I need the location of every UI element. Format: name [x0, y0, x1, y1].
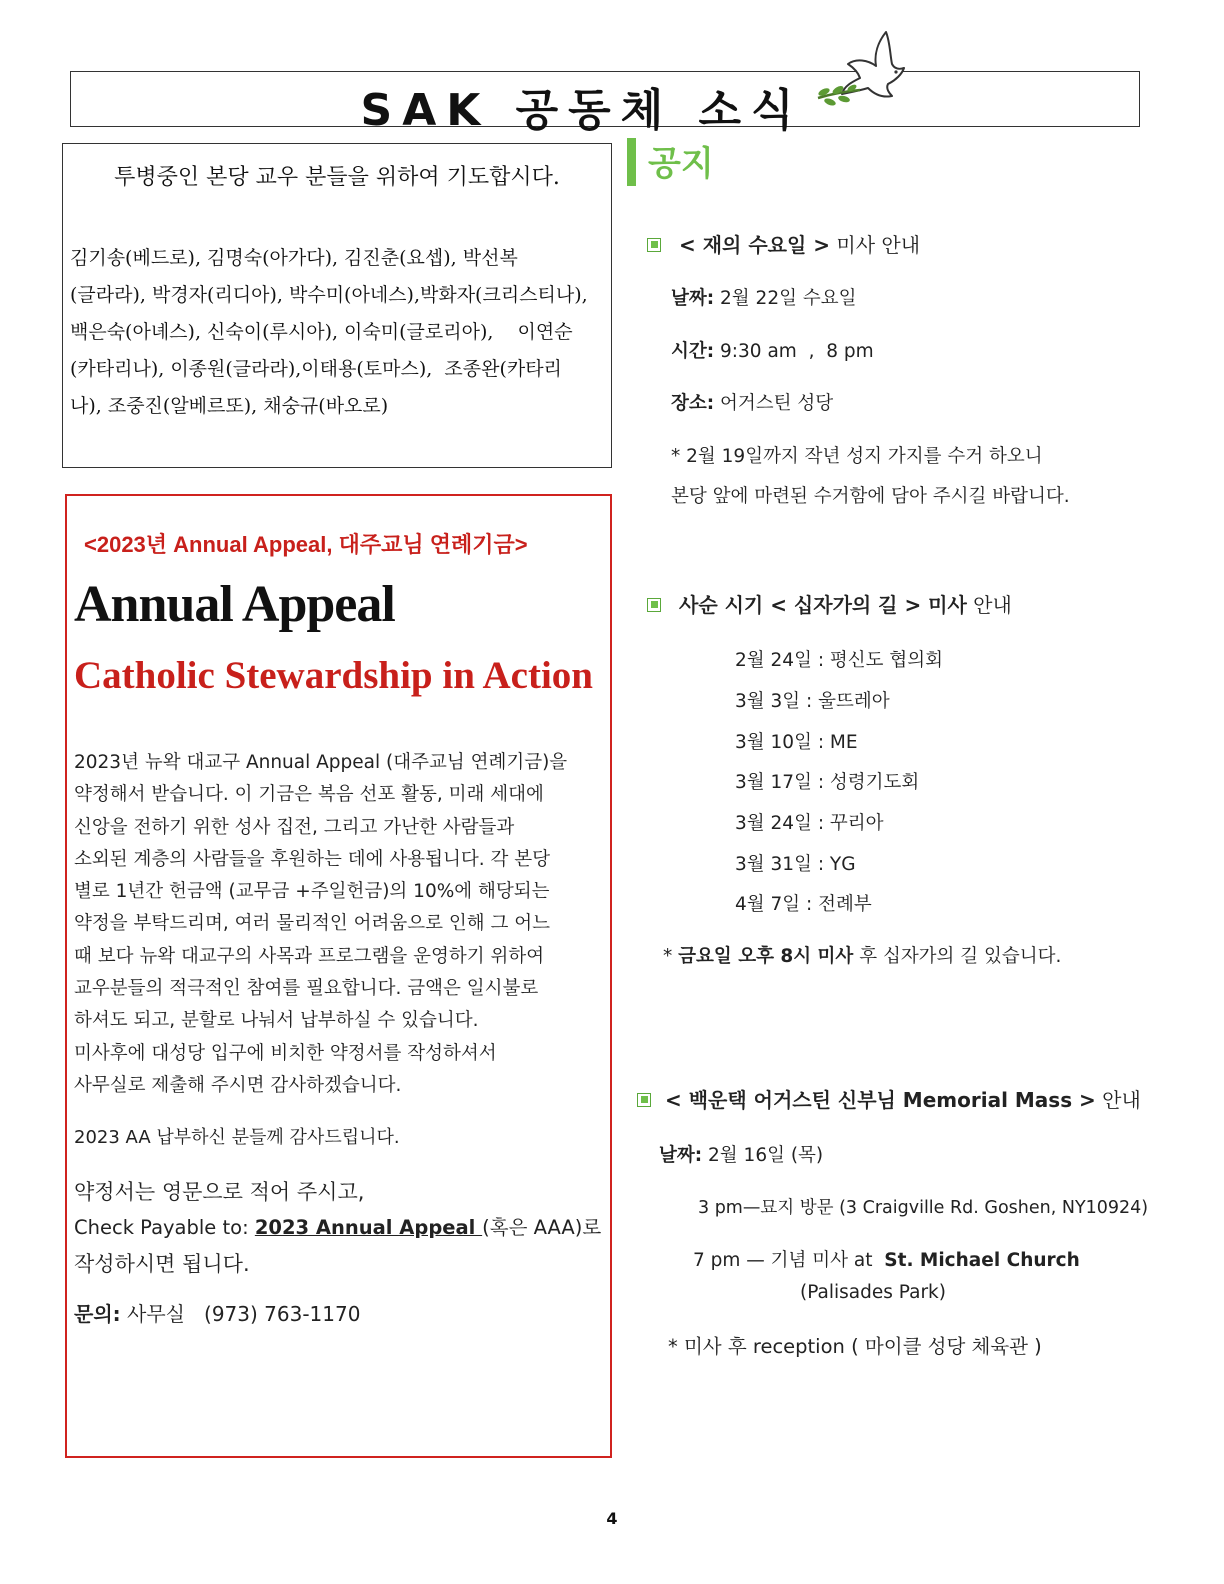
ash-wednesday-heading: [647, 229, 920, 258]
value: 어거스틴 성당: [714, 393, 834, 414]
prayer-line: (글라라), 박경자(리디아), 박수미(아네스),박화자(크리스티나),: [70, 284, 588, 306]
annual-appeal-body: [74, 747, 604, 1102]
ash-wednesday-date: [671, 284, 856, 310]
annual-appeal-logo-title: Annual Appeal: [74, 576, 395, 633]
annual-appeal-contact: [74, 1298, 360, 1327]
prayer-line: (카타리나), 이종원(글라라),이태용(토마스), 조종완(카타리: [70, 358, 562, 380]
square-bullet-icon: [647, 238, 661, 252]
body-line: 하셔도 되고, 분할로 나눠서 납부하실 수 있습니다.: [74, 1010, 479, 1032]
body-line: 약정해서 받습니다. 이 기금은 복음 선포 활동, 미래 세대에: [74, 784, 544, 806]
stations-item: 2월 24일 : 평신도 협의회: [735, 650, 944, 671]
notice-title: 공지: [648, 144, 714, 184]
memorial-mass: [693, 1246, 1080, 1272]
stations-note: [663, 942, 1061, 968]
stations-heading: [647, 589, 1012, 618]
pledge-line: 작성하시면 됩니다.: [74, 1252, 250, 1276]
body-line: 소외된 계층의 사람들을 후원하는 데에 사용됩니다. 각 본당: [74, 848, 550, 870]
prayer-line: 백은숙(아녜스), 신숙이(루시아), 이숙미(글로리아), 이연순: [70, 321, 573, 343]
stations-item: 3월 24일 : 꾸리아: [735, 813, 884, 834]
annual-appeal-pledge: [74, 1174, 601, 1282]
body-line: 사무실로 제출해 주시면 감사하겠습니다.: [74, 1074, 402, 1096]
stations-item: 3월 17일 : 성령기도회: [735, 772, 920, 793]
label: 날짜:: [671, 288, 715, 309]
prayer-line: 나), 조중진(알베르또), 채숭규(바오로): [70, 395, 389, 417]
annual-appeal-heading: <2023년 Annual Appeal, 대주교님 연례기금>: [84, 532, 528, 557]
heading-bold: < 재의 수요일 >: [679, 233, 831, 257]
page-number: 4: [606, 1509, 618, 1528]
body-line: 때 보다 뉴왁 대교구의 사목과 프로그램을 운영하기 위하여: [74, 945, 545, 967]
label: 시간:: [671, 341, 715, 362]
square-bullet-icon: [647, 598, 661, 612]
label: 날짜:: [659, 1145, 703, 1166]
heading-bold: < 백운택 어거스틴 신부님 Memorial Mass >: [665, 1088, 1096, 1112]
pledge-suffix: (혹은 AAA)로: [482, 1216, 602, 1239]
memorial-heading: [637, 1084, 1141, 1113]
notice-accent-bar: [627, 138, 636, 186]
page-title: SAK 공동체 소식: [360, 85, 804, 136]
prayer-title: 투병중인 본당 교우 분들을 위하여 기도합시다.: [114, 165, 560, 190]
prayer-names: [70, 240, 610, 425]
memorial-location: (Palisades Park): [800, 1282, 946, 1303]
stations-item: 4월 7일 : 전례부: [735, 894, 872, 915]
note-bold: 금요일 오후 8시 미사: [678, 946, 854, 967]
memorial-note: * 미사 후 reception ( 마이클 성당 체육관 ): [668, 1335, 1042, 1358]
stations-item: 3월 31일 : YG: [735, 854, 856, 875]
annual-appeal-logo-tagline: Catholic Stewardship in Action: [74, 654, 593, 697]
prayer-line: 김기송(베드로), 김명숙(아가다), 김진춘(요셉), 박선복: [70, 247, 518, 269]
body-line: 약정을 부탁드리며, 여러 물리적인 어려움으로 인해 그 어느: [74, 913, 550, 935]
heading-rest: 안내: [1095, 1088, 1141, 1112]
pledge-payee: 2023 Annual Appeal: [254, 1216, 483, 1239]
pledge-line: [74, 1210, 601, 1246]
stations-item: 3월 3일 : 울뜨레아: [735, 691, 890, 712]
pledge-line: 약정서는 영문으로 적어 주시고,: [74, 1180, 365, 1204]
contact-value: 사무실 (973) 763-1170: [120, 1302, 361, 1326]
ash-wednesday-time: [671, 337, 874, 363]
mass-church: St. Michael Church: [884, 1250, 1080, 1271]
body-line: 미사후에 대성당 입구에 비치한 약정서를 작성하셔서: [74, 1042, 497, 1064]
dove-icon: [808, 28, 908, 118]
body-line: 신앙을 전하기 위한 성사 집전, 그리고 가난한 사람들과: [74, 816, 515, 838]
ash-wednesday-note-2: 본당 앞에 마련된 수거함에 담아 주시길 바랍니다.: [671, 486, 1070, 507]
note-rest: 후 십자가의 길 있습니다.: [853, 946, 1062, 967]
memorial-date: [659, 1141, 823, 1167]
square-bullet-icon: [637, 1093, 651, 1107]
note-prefix: *: [663, 946, 679, 967]
label: 장소:: [671, 393, 715, 414]
value: 2월 16일 (목): [702, 1145, 824, 1166]
pledge-prefix: Check Payable to:: [74, 1216, 255, 1239]
value: 9:30 am , 8 pm: [714, 341, 874, 362]
ash-wednesday-place: [671, 389, 833, 415]
annual-appeal-thanks: 2023 AA 납부하신 분들께 감사드립니다.: [74, 1127, 400, 1148]
body-line: 교우분들의 적극적인 참여를 필요합니다. 금액은 일시불로: [74, 978, 539, 1000]
stations-item: 3월 10일 : ME: [735, 732, 858, 753]
contact-label: 문의:: [74, 1302, 121, 1326]
ash-wednesday-note-1: * 2월 19일까지 작년 성지 가지를 수거 하오니: [671, 446, 1043, 467]
body-line: 2023년 뉴왁 대교구 Annual Appeal (대주교님 연례기금)을: [74, 752, 568, 773]
heading-rest: 안내: [966, 593, 1012, 617]
mass-prefix: 7 pm — 기념 미사 at: [693, 1250, 885, 1271]
heading-bold: 사순 시기 < 십자가의 길 > 미사: [679, 593, 967, 617]
memorial-visit: 3 pm—묘지 방문 (3 Craigville Rd. Goshen, NY10924): [698, 1198, 1149, 1218]
heading-rest: 미사 안내: [830, 233, 921, 257]
body-line: 별로 1년간 헌금액 (교무금 +주일헌금)의 10%에 해당되는: [74, 881, 550, 903]
value: 2월 22일 수요일: [714, 288, 857, 309]
